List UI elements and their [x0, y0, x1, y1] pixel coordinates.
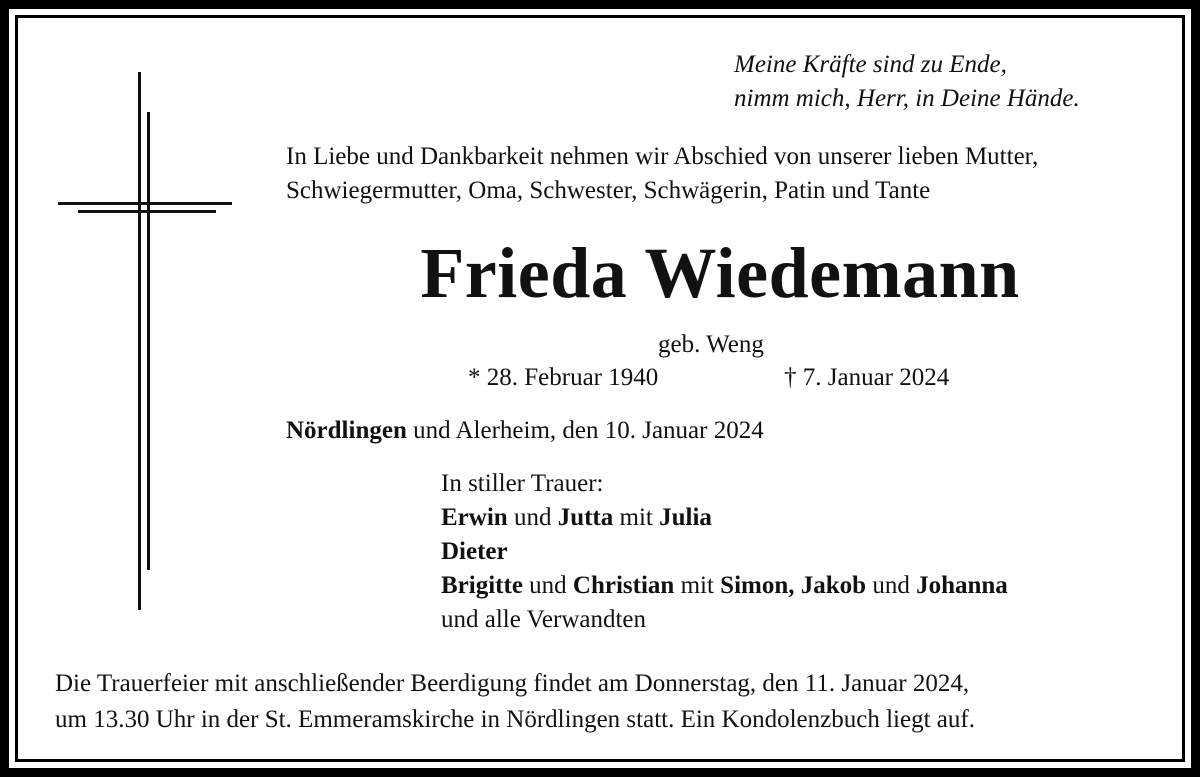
place-date	[286, 414, 764, 448]
deceased-name: Frieda Wiedemann	[420, 233, 1020, 313]
mourners-row	[441, 569, 1008, 603]
funeral-line-1: Die Trauerfeier mit anschließender Beerdigung findet am Donnerstag, den 11. Januar 2024,	[55, 670, 970, 697]
motto-line-2: nimm mich, Herr, in Deine Hände.	[734, 85, 1080, 112]
connector: und	[507, 504, 558, 531]
mourners-block	[441, 467, 1008, 637]
mourner-name: Erwin	[441, 504, 508, 531]
place-town: Nördlingen	[286, 417, 407, 444]
place-date-rest: und Alerheim, den 10. Januar 2024	[406, 417, 764, 444]
mourners-row	[441, 501, 1008, 535]
connector: und	[866, 572, 917, 599]
mourner-name: Brigitte	[441, 572, 523, 599]
motto-line-1: Meine Kräfte sind zu Ende,	[734, 51, 1007, 78]
cross-icon	[55, 72, 235, 617]
mourner-name: Julia	[659, 504, 712, 531]
funeral-line-2: um 13.30 Uhr in der St. Emmeramskirche in Nördlingen statt. Ein Kondolenzbuch liegt auf.	[55, 706, 975, 733]
mourner-name: Johanna	[916, 572, 1008, 599]
birth-date: * 28. Februar 1940	[468, 364, 659, 391]
mourners-heading: In stiller Trauer:	[441, 470, 604, 497]
mourners-closing: und alle Verwandten	[441, 606, 647, 633]
intro-text	[286, 140, 1038, 208]
mourner-name: Jutta	[557, 504, 614, 531]
mourner-name: Dieter	[441, 538, 508, 565]
intro-line-1: In Liebe und Dankbarkeit nehmen wir Abschied von unserer lieben Mutter,	[286, 143, 1039, 170]
mourner-name: Simon, Jakob	[720, 572, 867, 599]
intro-line-2: Schwiegermutter, Oma, Schwester, Schwägerin, Patin und Tante	[286, 177, 931, 204]
connector: mit	[674, 572, 721, 599]
motto-verse	[734, 48, 1080, 116]
maiden-name: geb. Weng	[658, 331, 764, 358]
mourners-row	[441, 535, 1008, 569]
funeral-notice	[55, 666, 975, 738]
connector: und	[522, 572, 573, 599]
death-date: † 7. Januar 2024	[784, 364, 950, 391]
mourner-name: Christian	[572, 572, 675, 599]
connector: mit	[613, 504, 660, 531]
